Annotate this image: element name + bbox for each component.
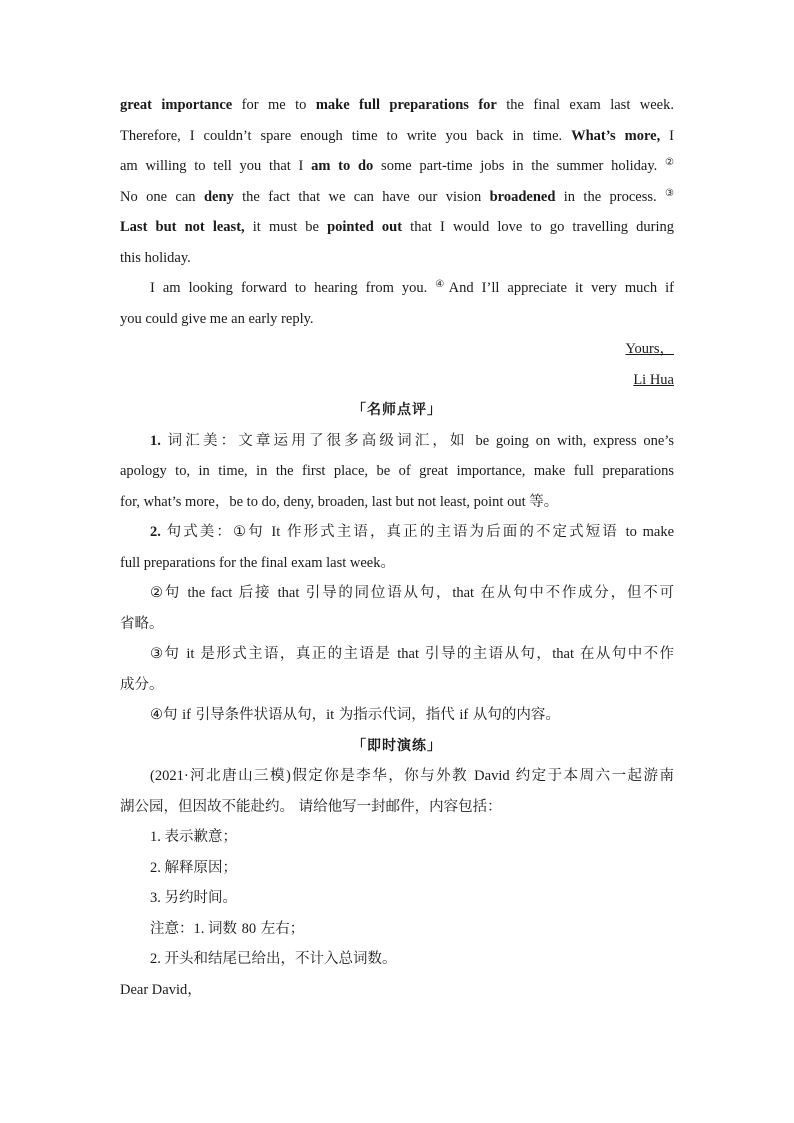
practice-item-3: 3. 另约时间。 [150, 890, 237, 906]
letter-line-5: Last but not least, it must be pointed out that I would love to go travelling during [120, 219, 674, 235]
letter-line-6: this holiday. [120, 249, 191, 266]
review-p4-line-2: 成分。 [120, 676, 164, 693]
review-p1-line-3: for, what’s more，be to do, deny, broaden, last but not least, point out 等。 [120, 493, 559, 510]
review-p5-line-1: ④句 if 引导条件状语从句，it 为指示代词，指代 if 从句的内容。 [150, 707, 560, 723]
review-p4-line-1: ③句 it 是形式主语，真正的主语是 that 引导的主语从句，that 在从句中不作 [150, 646, 674, 662]
letter-line-2: Therefore, I couldn’t spare enough time to write you back in time. What’s more, I [120, 127, 674, 144]
letter-closing: Yours， [625, 341, 674, 357]
letter-line-3: am willing to tell you that I am to do some part-time jobs in the summer holiday. ② [120, 157, 674, 174]
practice-note-2: 2. 开头和结尾已给出，不计入总词数。 [150, 951, 397, 967]
practice-line-2: 湖公园，但因故不能赴约。 请给他写一封邮件，内容包括： [120, 798, 502, 815]
review-p1-line-2: apology to, in time, in the first place, be of great importance, make full preparations [120, 463, 674, 479]
practice-item-2: 2. 解释原因； [150, 859, 237, 876]
review-heading: 「名师点评」 [352, 402, 442, 418]
practice-item-1: 1. 表示歉意； [150, 829, 237, 845]
review-p2-line-1: 2. 句式美：①句 It 作形式主语，真正的主语为后面的不定式短语 to make [150, 524, 674, 540]
practice-note-1: 注意：1. 词数 80 左右； [150, 920, 305, 937]
practice-greeting: Dear David， [120, 981, 202, 998]
review-p3-line-1: ②句 the fact 后接 that 引导的同位语从句，that 在从句中不作成分，但不可 [150, 585, 674, 601]
review-p2-line-2: full preparations for the final exam last week。 [120, 554, 395, 571]
letter-signature: Li Hua [633, 371, 674, 388]
document-page [120, 90, 674, 1005]
review-p1-line-1: 1. 词汇美：文章运用了很多高级词汇，如 be going on with, express one’s [150, 432, 674, 449]
letter-line-1: great importance for me to make full preparations for the final exam last week. [120, 97, 674, 113]
practice-line-1: (2021·河北唐山三模)假定你是李华，你与外教 David 约定于本周六一起游南 [150, 768, 674, 784]
practice-heading: 「即时演练」 [352, 737, 442, 754]
review-p3-line-2: 省略。 [120, 615, 164, 632]
letter-line-8: you could give me an early reply. [120, 310, 314, 327]
letter-line-7: I am looking forward to hearing from you. ④And I’ll appreciate it very much if [150, 279, 674, 296]
letter-line-4: No one can deny the fact that we can have our vision broadened in the process. ③ [120, 187, 674, 205]
